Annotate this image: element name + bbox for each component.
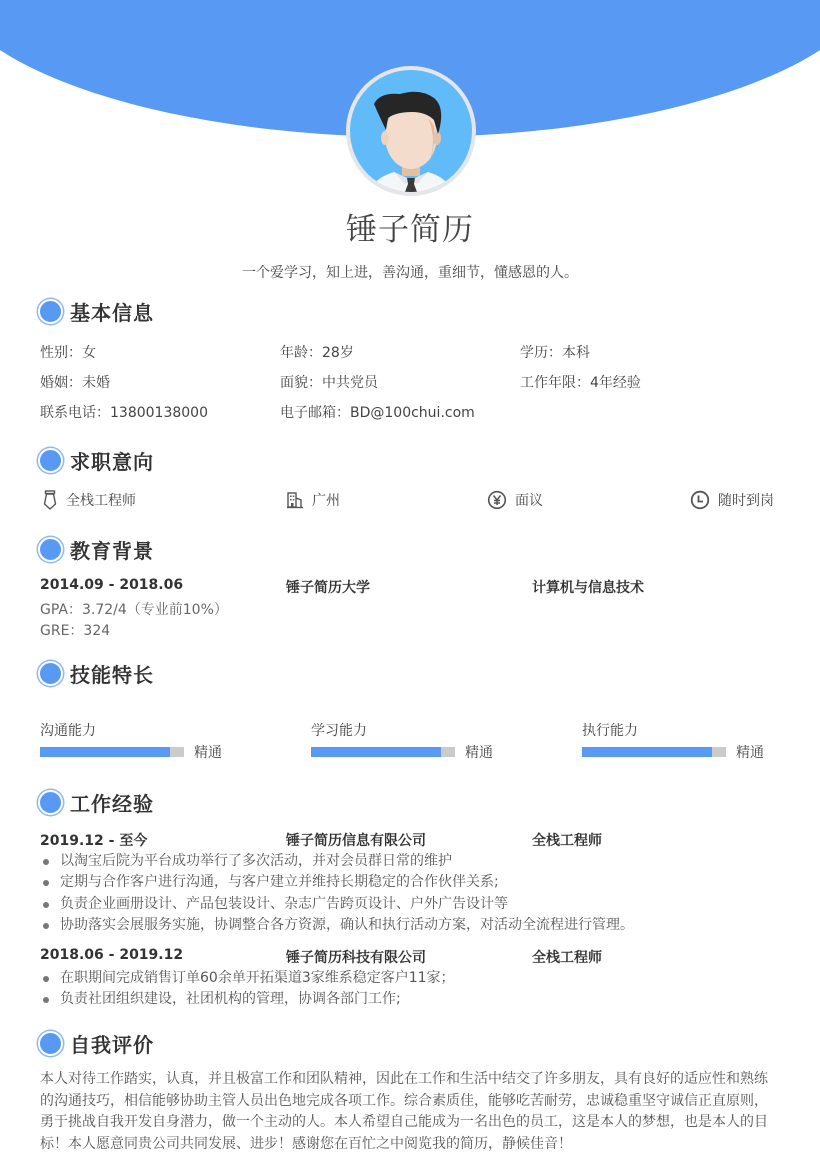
section-title-skills — [38, 659, 154, 688]
intent-city-text: 广州 — [312, 493, 340, 509]
job-company: 锤子简历科技有限公司 — [286, 950, 426, 966]
job-duties-list — [40, 968, 455, 1011]
skill-progress-fill — [582, 747, 712, 757]
job-duties-list — [40, 851, 634, 936]
intent-position — [42, 490, 136, 510]
skill-progress-fill — [311, 747, 441, 757]
person-icon — [350, 70, 472, 192]
skill-name: 执行能力 — [582, 723, 638, 739]
avatar-illustration — [350, 70, 472, 192]
skill-level: 精通 — [736, 745, 764, 761]
list-item: 以淘宝后院为平台成功举行了多次活动，并对会员群日常的维护 — [40, 851, 634, 872]
section-title-self-eval — [38, 1029, 154, 1058]
section-title-text: 基本信息 — [70, 301, 154, 325]
skill-level: 精通 — [194, 745, 222, 761]
skill-progress-bar — [311, 747, 455, 757]
resume-motto: 一个爱学习，知上进，善沟通，重细节，懂感恩的人。 — [242, 265, 578, 281]
intent-availability — [690, 490, 774, 510]
info-marital: 婚姻：未婚 — [40, 375, 110, 391]
section-dot-icon — [38, 448, 63, 473]
section-title-text: 技能特长 — [70, 663, 154, 687]
education-major: 计算机与信息技术 — [532, 580, 644, 596]
job-period: 2019.12 - 至今 — [40, 833, 148, 849]
list-item: 协助落实会展服务实施，协调整合各方资源，确认和执行活动方案，对活动全流程进行管理。 — [40, 915, 634, 936]
section-title-text: 教育背景 — [70, 539, 154, 563]
section-title-job-intent — [38, 446, 154, 475]
clock-icon — [690, 490, 710, 510]
list-item: 负责企业画册设计、产品包装设计、杂志广告跨页设计、户外广告设计等 — [40, 894, 634, 915]
section-dot-icon — [38, 537, 63, 562]
job-role: 全栈工程师 — [532, 950, 602, 966]
info-gender: 性别：女 — [40, 345, 96, 361]
info-phone: 联系电话：13800138000 — [40, 405, 208, 421]
education-school: 锤子简历大学 — [286, 580, 370, 596]
intent-position-text: 全栈工程师 — [66, 493, 136, 509]
list-item: 在职期间完成销售订单60余单开拓渠道3家维系稳定客户11家； — [40, 968, 455, 989]
skill-level: 精通 — [465, 745, 493, 761]
tie-icon — [42, 490, 58, 510]
info-age: 年龄：28岁 — [280, 345, 354, 361]
intent-salary-text: 面议 — [515, 493, 543, 509]
info-political: 面貌：中共党员 — [280, 375, 378, 391]
section-dot-icon — [38, 1031, 63, 1056]
section-dot-icon — [38, 661, 63, 686]
intent-city — [286, 490, 340, 510]
education-gre: GRE：324 — [40, 623, 111, 639]
self-evaluation-text: 本人对待工作踏实，认真，并且极富工作和团队精神，因此在工作和生活中结交了许多朋友，具有良好的适应性和熟练的沟通技巧，相信能够协助主管人员出色地完成各项工作。综合素质佳，能够吃苦耐劳，忠诚稳重坚守诚信正直原则，勇于挑战自我开发自身潜力，做一个主动的人。本人希望自己能成为一名出色的员工，这是本人的梦想，也是本人的目标！本人愿意同贵公司共同发展、进步！感谢您在百忙之中阅览我的简历，静候佳音！ — [40, 1071, 768, 1152]
intent-salary — [487, 490, 543, 510]
info-education: 学历：本科 — [520, 345, 590, 361]
section-title-education — [38, 535, 154, 564]
avatar — [346, 66, 476, 196]
skill-progress-bar — [582, 747, 726, 757]
building-icon — [286, 491, 304, 509]
yen-icon — [487, 490, 507, 510]
info-work-years: 工作年限：4年经验 — [520, 375, 641, 391]
section-title-text: 求职意向 — [70, 450, 154, 474]
resume-name: 锤子简历 — [346, 212, 474, 248]
job-role: 全栈工程师 — [532, 833, 602, 849]
list-item: 负责社团组织建设，社团机构的管理，协调各部门工作; — [40, 989, 455, 1010]
section-dot-icon — [38, 790, 63, 815]
section-title-text: 自我评价 — [70, 1033, 154, 1057]
education-period: 2014.09 - 2018.06 — [40, 577, 184, 593]
list-item: 定期与合作客户进行沟通，与客户建立并维持长期稳定的合作伙伴关系; — [40, 872, 634, 893]
section-dot-icon — [38, 299, 63, 324]
section-title-basic-info — [38, 297, 154, 326]
skill-name: 学习能力 — [311, 723, 367, 739]
section-title-work — [38, 788, 154, 817]
skill-name: 沟通能力 — [40, 723, 96, 739]
intent-availability-text: 随时到岗 — [718, 493, 774, 509]
info-email: 电子邮箱：BD@100chui.com — [280, 405, 475, 421]
skill-progress-bar — [40, 747, 184, 757]
job-period: 2018.06 - 2019.12 — [40, 947, 184, 963]
job-company: 锤子简历信息有限公司 — [286, 833, 426, 849]
education-gpa: GPA：3.72/4（专业前10%） — [40, 602, 228, 618]
skill-progress-fill — [40, 747, 170, 757]
section-title-text: 工作经验 — [70, 792, 154, 816]
